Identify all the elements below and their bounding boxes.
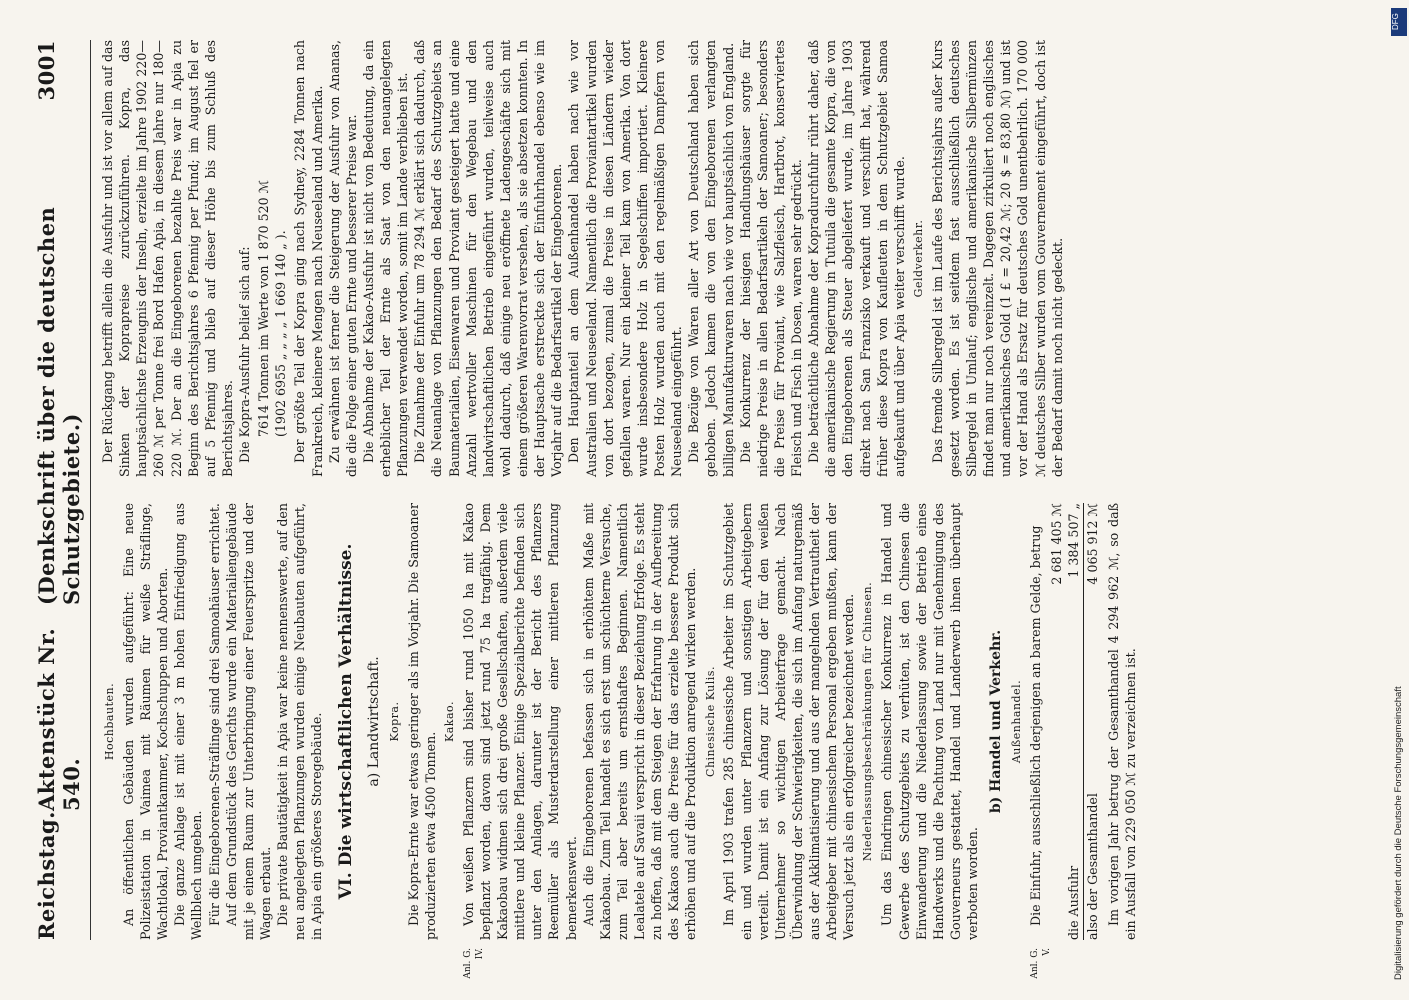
subheading-kulis: Chinesische Kulis. xyxy=(703,666,717,777)
gesamt-label: also der Gesamthandel xyxy=(1084,793,1100,940)
header-reichstag: Reichstag. xyxy=(34,811,59,940)
paragraph: Die Abnahme der Kakao-Ausfuhr ist nicht von Bedeutung, da ein erheblicher Teil der Ernte als Saat von den neuangelegten Pflanzungen verwendet worden, somit im Lande verblieben ist. xyxy=(360,40,411,477)
paragraph: Auch die Eingeborenen befassen sich in erhöhtem Maße mit Kakaobau. Zum Teil handelt es sich erst um schüchterne Versuche, zum Teil aber bereits um ernsthaftes Beginnen. Namentlich Lealatele auf Savaii verspricht in dieser Beziehung Erfolge. Es steht zu hoffen, daß mit dem Steigen der Erfahrung in der Aufbereitung des Kakaos auch die Preise für das erzielte bessere Produkt sich erhöhen und auf die Produktion anregend wirken werden. xyxy=(580,502,699,940)
kopra-line-1902: (1902 6955 „ „ „ „ 1 669 140 „ ). xyxy=(273,230,289,437)
einfuhr-value: 2 681 405 ℳ xyxy=(1049,503,1065,585)
paragraph: Die beträchtliche Abnahme der Kopradurchfuhr rührt daher, daß die amerikanische Regierung in Tutuila die gesamte Kopra, die von den Eingeborenen als Steuer abgeliefert wurde, im Jahre 1903 direkt nach San Franzisko verkauft und verschifft hat, während früher diese Kopra von Kaufleuten in dem Schutzgebiet Samoa aufgekauft und über Apia weiter verschifft wurde. xyxy=(806,40,907,477)
paragraph: Der größte Teil der Kopra ging nach Sydney, 2284 Tonnen nach Frankreich, kleinere Mengen nach Neuseeland und Amerika. xyxy=(292,40,325,477)
paragraph: Im April 1903 trafen 285 chinesische Arbeiter im Schutzgebiet ein und wurden unter Pflanzern und sonstigen Arbeitgebern verteilt. Damit ist ein Anfang zur Lösung der für den weißen Unternehmer so wichtigen Arbeiterfrage gemacht. Nach Überwindung der Schwierigkeiten, die sich im Anfang naturgemäß aus der Akklimatisierung und aus der mangelnden Vertrautheit der Arbeitgeber mit chinesischem Personal ergeben mußten, kann der Versuch jetzt als ein erfolgreicher bezeichnet werden. xyxy=(721,503,857,940)
paragraph: Die ganze Anlage ist mit einer 3 m hohen Einfriedigung aus Wellblech umgeben. xyxy=(172,503,205,940)
subheading-hochbauten: Hochbauten. xyxy=(103,682,116,761)
subheading-geldverkehr: Geldverkehr. xyxy=(911,219,925,298)
paragraph: Die Einfuhr, ausschließlich derjenigen an barem Gelde, betrug xyxy=(1028,525,1044,926)
paragraph: Im vorigen Jahr betrug der Gesamthandel 4 294 962 ℳ, so daß ein Ausfall von 229 050 ℳ zu verzeichnen ist. xyxy=(1105,503,1138,940)
paragraph: Den Hauptanteil an dem Außenhandel haben nach wie vor Australien und Neuseeland. Namentlich die Proviantartikel wurden von dort bezogen, zumal die Preise in diesen Ländern wieder gefallen waren. Nur ein kleiner Teil kam von Amerika. Von dort wurde insbesondere Holz in Segelschiffen importiert. Kleinere Posten Holz wurden auch mit den regelmäßigen Dampfern von Neuseeland eingeführt. xyxy=(566,40,685,477)
margin-note: Anl. G. IV. xyxy=(462,948,485,979)
kopra-figures xyxy=(255,40,289,477)
paragraph: Die Kopra-Ausfuhr belief sich auf: xyxy=(237,246,252,463)
row-einfuhr xyxy=(1048,503,1065,940)
paragraph: Zu erwähnen ist ferner die Steigerung der Ausfuhr von Ananas, die die Folge einer guten Ernte und besserer Preise war. xyxy=(326,40,359,477)
digitization-credit xyxy=(1389,0,1409,1000)
paragraph: Der Rückgang betrifft allein die Ausfuhr und ist vor allem auf das Sinken der Koprapreise zurückzuführen. Kopra, das hauptsächlichste Erzeugnis der Inseln, erzielte im Jahre 1902 220—260 ℳ per Tonne frei Bord Hafen Apia, in diesem Jahre nur 180—220 ℳ. Der an die Eingeborenen bezahlte Preis war in Apia zu Beginn des Berichtsjahres 6 Pfennig per Pfund; im August fiel er auf 5 Pfennig und blieb auf dieser Höhe bis zum Schluß des Berichtsjahres. xyxy=(100,40,235,477)
subsection-landwirtschaft: a) Landwirtschaft. xyxy=(365,656,382,787)
column-left xyxy=(99,502,1389,979)
dfg-logo: DFG xyxy=(1391,8,1407,36)
gesamt-value: 4 065 912 ℳ xyxy=(1084,503,1100,585)
subheading-niederlassung: Niederlassungsbeschränkungen für Chinesen. xyxy=(861,581,875,862)
paragraph: Auf dem Grundstück des Gerichts wurde ein Materialiengebäude mit je einem Raum zur Unterbringung einer Feuerspritze und der Wagen erbaut. xyxy=(223,503,273,940)
subsection-handel: b) Handel und Verkehr. xyxy=(988,629,1005,814)
paragraph: Die Konkurrenz der hiesigen Handlungshäuser sorgte für niedrige Preise in allen Bedarfsartikeln der Samoaner; besonders die Preise für Proviant, wie Salzfleisch, Hartbrot, konserviertes Fleisch und Fisch in Dosen, waren sehr gedrückt. xyxy=(737,40,804,477)
paragraph: Um das Eindringen chinesischer Konkurrenz in Handel und Gewerbe des Schutzgebiets zu verhüten, ist den Chinesen die Einwanderung und die Niederlassung sowie der Betrieb eines Handwerks und die Pachtung von Land nur mit Genehmigung des Gouverneurs gestattet, Handel und Landerwerb ihnen überhaupt verboten worden. xyxy=(879,503,981,940)
margin-note: Anl. G. V. xyxy=(1030,948,1053,979)
paragraph: Die Bezüge von Waren aller Art von Deutschland haben sich gehoben. Jedoch kamen die von den Eingeborenen verlangten billigen Manufakturwaren nach wie vor hauptsächlich von England. xyxy=(686,40,736,477)
section-heading-vi: VI. Die wirtschaftlichen Verhältnisse. xyxy=(336,543,357,900)
column-right xyxy=(99,40,1389,477)
ausfuhr-value: 1 384 507 „ xyxy=(1066,503,1082,578)
subheading-kakao: Kakao. xyxy=(442,701,456,742)
trade-figures xyxy=(1027,503,1139,979)
header-aktenstueck: Aktenstück Nr. 540. xyxy=(34,627,84,812)
paragraph: Das fremde Silbergeld ist im Laufe des Berichtsjahrs außer Kurs gesetzt worden. Es ist seitdem fast ausschließlich deutsches Silbergeld in Umlauf; englische und amerikanische Silbermünzen findet man nur noch vereinzelt. Dagegen zirkuliert noch englisches und amerikanisches Gold (1 £ = 20,42 ℳ; 20 $ = 83,80 ℳ) und ist vor der Hand als Ersatz für deutsches Gold unentbehrlich. 170 000 ℳ deutsches Silber wurden vom Gouvernement eingeführt, doch ist der Bedarf damit noch nicht gedeckt. xyxy=(929,40,1065,477)
page-number: 3001 xyxy=(34,40,59,101)
paragraph: Die Kopra-Ernte war etwas geringer als im Vorjahr. Die Samoaner produzierten etwa 4500 Tonnen. xyxy=(405,503,438,940)
kakao-block xyxy=(460,503,580,979)
paragraph: Für die Eingeborenen-Sträflinge sind drei Samoahäuser errichtet. xyxy=(206,503,222,926)
running-head xyxy=(34,40,91,940)
paragraph: An öffentlichen Gebäuden wurden aufgeführt: Eine neue Polizeistation in Vaimea mit Räumen für weiße Sträflinge, Wachtlokal, Proviantkammer, Kochschuppen und Aborten. xyxy=(120,503,171,940)
kopra-line-1903: 7614 Tonnen im Werte von 1 870 520 ℳ xyxy=(256,179,272,437)
subheading-kopra: Kopra. xyxy=(387,701,401,742)
credit-text: Digitalisierung gefördert durch die Deutsche Forschungsgemeinschaft xyxy=(1393,686,1404,980)
header-title: (Denkschrift über die deutschen Schutzgebiete.) xyxy=(34,206,84,605)
subheading-aussenhandel: Außenhandel. xyxy=(1010,679,1024,764)
ausfuhr-label: die Ausfuhr xyxy=(1066,865,1082,940)
paragraph: Die private Bautätigkeit in Apia war keine nennenswerte, auf den neu angelegten Pflanzungen wurden einige Neubauten aufgeführt, in Apia ein größeres Storegebäude. xyxy=(275,503,325,940)
row-ausfuhr xyxy=(1065,503,1082,940)
trade-table xyxy=(1048,503,1100,940)
paragraph: Von weißen Pflanzern sind bisher rund 1050 ha mit Kakao bepflanzt worden, davon sind jetzt rund 75 ha tragfähig. Dem Kakaobau widmen sich drei große Gesellschaften, außerdem viele mittlere und kleine Pflanzer. Einige Spezialberichte befinden sich unter den Anlagen, darunter ist der Bericht des Pflanzers Reemüller als Musterdarstellung einer mittleren Pflanzung bemerkenswert. xyxy=(460,503,579,940)
paragraph: Die Zunahme der Einfuhr um 78 294 ℳ erklärt sich dadurch, daß die Neuanlage von Pflanzungen den Bedarf des Schutzgebiets an Baumaterialien, Eisenwaren und Proviant gesteigert hatte und eine Anzahl wertvoller Maschinen für den Wegebau und den landwirtschaftlichen Betrieb eingeführt wurden, teilweise auch wohl dadurch, daß einige neu eröffnete Ladengeschäfte sich mit einem größeren Warenvorrat versehen, als sie absetzen konnten. In der Hauptsache erstreckte sich der Einfuhrhandel ebenso wie im Vorjahr auf die Bedarfsartikel der Eingeborenen. xyxy=(412,40,565,477)
row-gesamt xyxy=(1083,503,1101,940)
text-columns xyxy=(99,40,1389,979)
